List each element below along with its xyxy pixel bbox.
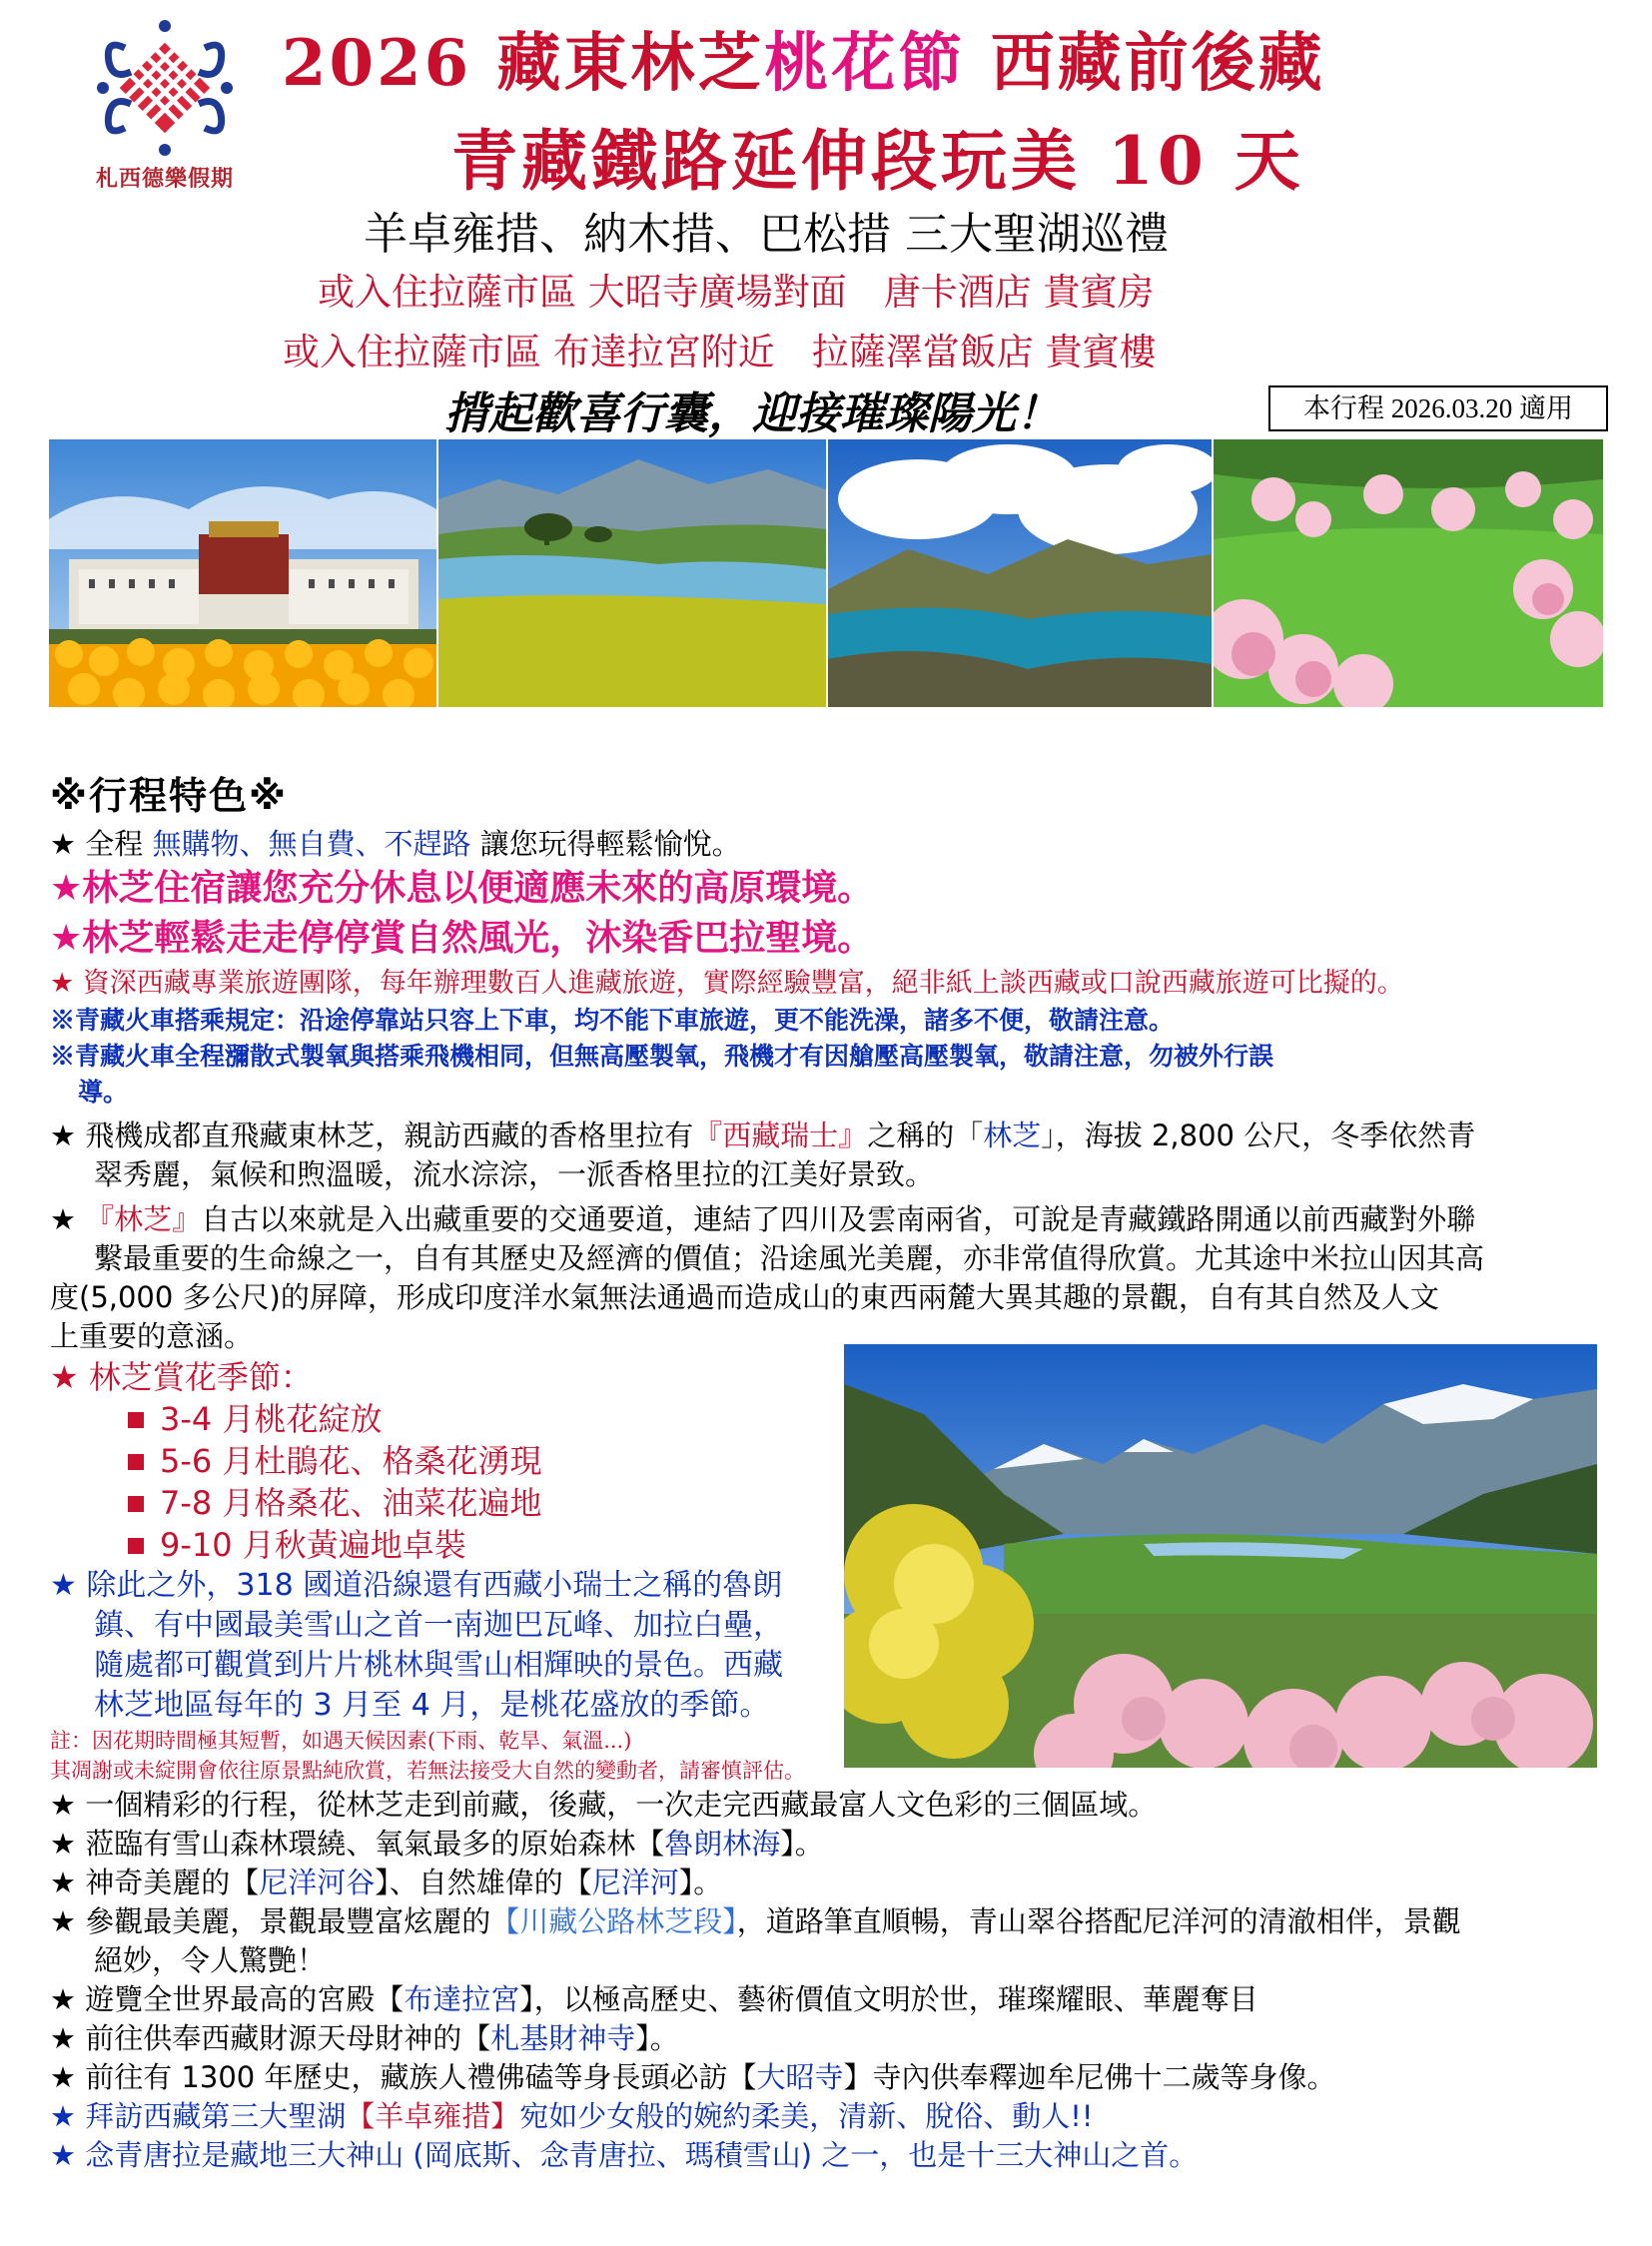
para1-c: 之稱的「 <box>867 1119 984 1152</box>
endless-knot-logo-icon <box>95 18 235 158</box>
bullet-square-icon <box>128 1496 144 1512</box>
hl2-c: 】。 <box>780 1827 824 1861</box>
hl3-c: 】、自然雄偉的【 <box>375 1866 592 1899</box>
flower-season-label: 3-4 月桃花綻放 <box>160 1400 383 1438</box>
hl6-a: ★ 前往供奉西藏財源天母財神的【 <box>50 2021 491 2055</box>
title-peach-festival: 桃花節 <box>764 26 966 101</box>
flower-note-1: 註：因花期時間極其短暫，如遇天候因素(下雨、乾旱、氣溫...) <box>50 1729 632 1753</box>
extra-scenery-4: 林芝地區每年的 3 月至 4 月，是桃花盛放的季節。 <box>94 1688 770 1723</box>
title-line-2: 青藏鐵路延伸段玩美 10 天 <box>451 122 1304 200</box>
highlight-yamdrok <box>50 2097 1608 2136</box>
feature-rest-in-nyingchi: ★林芝住宿讓您充分休息以便適應未來的高原環境。 <box>50 868 874 909</box>
hl6-zhaji: 札基財神寺 <box>490 2021 636 2055</box>
train-oxygen-note: ※青藏火車全程瀰散式製氧與搭乘飛機相同，但無高壓製氧，飛機才有因艙壓高壓製氧，敬請注意，勿被外行誤 <box>50 1042 1274 1071</box>
slogan: 揹起歡喜行囊，迎接璀璨陽光！ <box>444 388 1060 439</box>
para-nyingchi-flight <box>50 1117 1608 1155</box>
yamdrok-lake-photo <box>828 439 1212 707</box>
highlight-three-regions: ★ 一個精彩的行程，從林芝走到前藏，後藏，一次走完西藏最富人文色彩的三個區域。 <box>50 1788 1158 1822</box>
highlight-zhaji-temple <box>50 2019 1608 2058</box>
feature-no-shopping <box>50 825 1608 864</box>
hotel-option-1: 或入住拉薩市區 大昭寺廣場對面 唐卡酒店 貴賓房 <box>318 271 1155 314</box>
hl3-valley: 尼洋河谷 <box>259 1866 376 1899</box>
para1-nyingchi: 林芝 <box>983 1119 1042 1152</box>
highlight-nyenchen-tanglha: ★ 念青唐拉是藏地三大神山 (岡底斯、念青唐拉、瑪積雪山) 之一，也是十三大神山之首。 <box>50 2138 1199 2172</box>
flower-season-item <box>50 1440 1608 1482</box>
flower-season-item <box>50 1482 1608 1524</box>
hotel-option-2: 或入住拉薩市區 布達拉宮附近 拉薩澤當飯店 貴賓樓 <box>283 331 1157 374</box>
flower-season-item <box>50 1398 1608 1440</box>
highlight-jokhang <box>50 2058 1608 2097</box>
hl8-yamdrok: 【羊卓雍措】 <box>346 2099 520 2133</box>
hl8-c: 宛如少女般的婉約柔美，清新、脫俗、動人!! <box>519 2099 1094 2133</box>
hl5-c: 】，以極高歷史、藝術價值文明於世，璀璨耀眼、華麗奪目 <box>519 1982 1258 2016</box>
hl4-road: 【川藏公路林芝段】 <box>490 1904 737 1938</box>
extra-scenery-1: ★ 除此之外，318 國道沿線還有西藏小瑞士之稱的魯朗 <box>50 1568 783 1603</box>
bullet-square-icon <box>128 1412 144 1428</box>
para2-line-4: 上重要的意涵。 <box>50 1319 254 1353</box>
feature-no-shopping-c: 讓您玩得輕鬆愉悅。 <box>470 827 741 861</box>
train-rule-note: ※青藏火車搭乘規定：沿途停靠站只容上下車，均不能下車旅遊，更不能洗澡，諸多不便，敬請注意。 <box>50 1006 1175 1035</box>
logo-text: 札西德樂假期 <box>95 167 234 192</box>
hl7-a: ★ 前往有 1300 年歷史，藏族人禮佛磕等身長頭必訪【 <box>50 2060 757 2094</box>
feature-no-shopping-b: 無購物、無自費、不趕路 <box>152 827 471 861</box>
hl8-a: ★ 拜訪西藏第三大聖湖 <box>50 2099 347 2133</box>
para2-a: ★ <box>50 1202 86 1236</box>
hl7-c: 】寺內供奉釋迦牟尼佛十二歲等身像。 <box>843 2060 1336 2094</box>
title-line-1 <box>282 12 1325 104</box>
highlight-potala <box>50 1980 1608 2019</box>
flower-season-heading: ★ 林芝賞花季節： <box>50 1358 313 1396</box>
hl2-lulang: 魯朗林海 <box>664 1827 781 1861</box>
flower-note-2: 其凋謝或未綻開會依往原景點純欣賞，若無法接受大自然的變動者，請審慎評估。 <box>50 1759 805 1783</box>
hl3-river: 尼洋河 <box>591 1866 679 1899</box>
hl2-a: ★ 蒞臨有雪山森林環繞、氧氣最多的原始森林【 <box>50 1827 665 1861</box>
potala-palace-marigold-photo <box>49 439 436 707</box>
para2-nyingchi: 『林芝』 <box>85 1202 202 1236</box>
applies-date-box: 本行程 2026.03.20 適用 <box>1268 385 1608 431</box>
river-grassland-photo <box>438 439 826 707</box>
highlight-sichuan-tibet-road <box>50 1902 1608 1941</box>
para-nyingchi-history <box>50 1200 1608 1239</box>
bullet-square-icon <box>128 1454 144 1470</box>
para-nyingchi-flight-cont: 翠秀麗，氣候和煦溫暖，流水淙淙，一派香格里拉的江美好景致。 <box>94 1157 935 1191</box>
para2-line-3: 度(5,000 多公尺)的屏障，形成印度洋水氣無法通過而造成山的東西兩麓大異其趣的景觀，自有其自然及人文 <box>50 1280 1439 1314</box>
hl3-a: ★ 神奇美麗的【 <box>50 1866 260 1899</box>
flower-season-item <box>50 1524 1608 1566</box>
feature-professional-team: ★ 資深西藏專業旅遊團隊，每年辦理數百人進藏旅遊，實際經驗豐富，絕非紙上談西藏或口說西藏旅遊可比擬的。 <box>50 968 1404 999</box>
hl7-jokhang: 大昭寺 <box>756 2060 844 2094</box>
title-part-a: 2026 藏東林芝 <box>282 26 765 101</box>
subtitle-lakes: 羊卓雍措、納木措、巴松措 三大聖湖巡禮 <box>364 209 1169 260</box>
features-heading: ※行程特色※ <box>50 774 288 818</box>
feature-relaxed-scenery: ★林芝輕鬆走走停停賞自然風光，沐染香巴拉聖境。 <box>50 918 874 959</box>
flower-season-label: 5-6 月杜鵑花、格桑花湧現 <box>160 1442 542 1480</box>
itinerary-features <box>50 771 1608 2175</box>
title-part-c: 西藏前後藏 <box>965 26 1325 101</box>
bullet-square-icon <box>128 1538 144 1554</box>
extra-scenery-3: 隨處都可觀賞到片片桃林與雪山相輝映的景色。西藏 <box>94 1648 783 1683</box>
flower-season-label: 9-10 月秋黃遍地卓裝 <box>160 1526 466 1564</box>
para2-c: 自古以來就是入出藏重要的交通要道，連結了四川及雲南兩省，可說是青藏鐵路開通以前西藏對外聯 <box>201 1202 1476 1236</box>
flower-season-label: 7-8 月格桑花、油菜花遍地 <box>160 1484 542 1522</box>
feature-no-shopping-a: ★ 全程 <box>50 827 153 861</box>
highlight-nyang-river <box>50 1864 1608 1902</box>
para1-a: ★ 飛機成都直飛藏東林芝，親訪西藏的香格里拉有 <box>50 1119 694 1152</box>
hl5-potala: 布達拉宮 <box>404 1982 520 2016</box>
peach-blossom-valley-photo <box>1214 439 1603 707</box>
highlight-road-cont: 絕妙，令人驚艷！ <box>94 1943 327 1977</box>
hl4-c: ，道路筆直順暢，青山翠谷搭配尼洋河的清澈相伴，景觀 <box>736 1904 1461 1938</box>
para1-e: 」，海拔 2,800 公尺，冬季依然青 <box>1041 1119 1476 1152</box>
extra-scenery-2: 鎮、有中國最美雪山之首一南迦巴瓦峰、加拉白壘， <box>94 1608 783 1643</box>
photo-strip <box>49 439 1603 707</box>
highlight-lulang-forest <box>50 1825 1608 1864</box>
hl3-e: 】。 <box>678 1866 723 1899</box>
train-oxygen-note-cont: 導。 <box>78 1078 129 1107</box>
company-logo <box>95 18 235 192</box>
hl5-a: ★ 遊覽全世界最高的宮殿【 <box>50 1982 405 2016</box>
hl6-c: 】。 <box>635 2021 679 2055</box>
hl4-a: ★ 參觀最美麗，景觀最豐富炫麗的 <box>50 1904 491 1938</box>
para1-swiss-tibet: 『西藏瑞士』 <box>693 1119 868 1152</box>
para2-line-2: 繫最重要的生命線之一，自有其歷史及經濟的價值；沿途風光美麗，亦非常值得欣賞。尤其途中米拉山因其高 <box>94 1241 1485 1275</box>
